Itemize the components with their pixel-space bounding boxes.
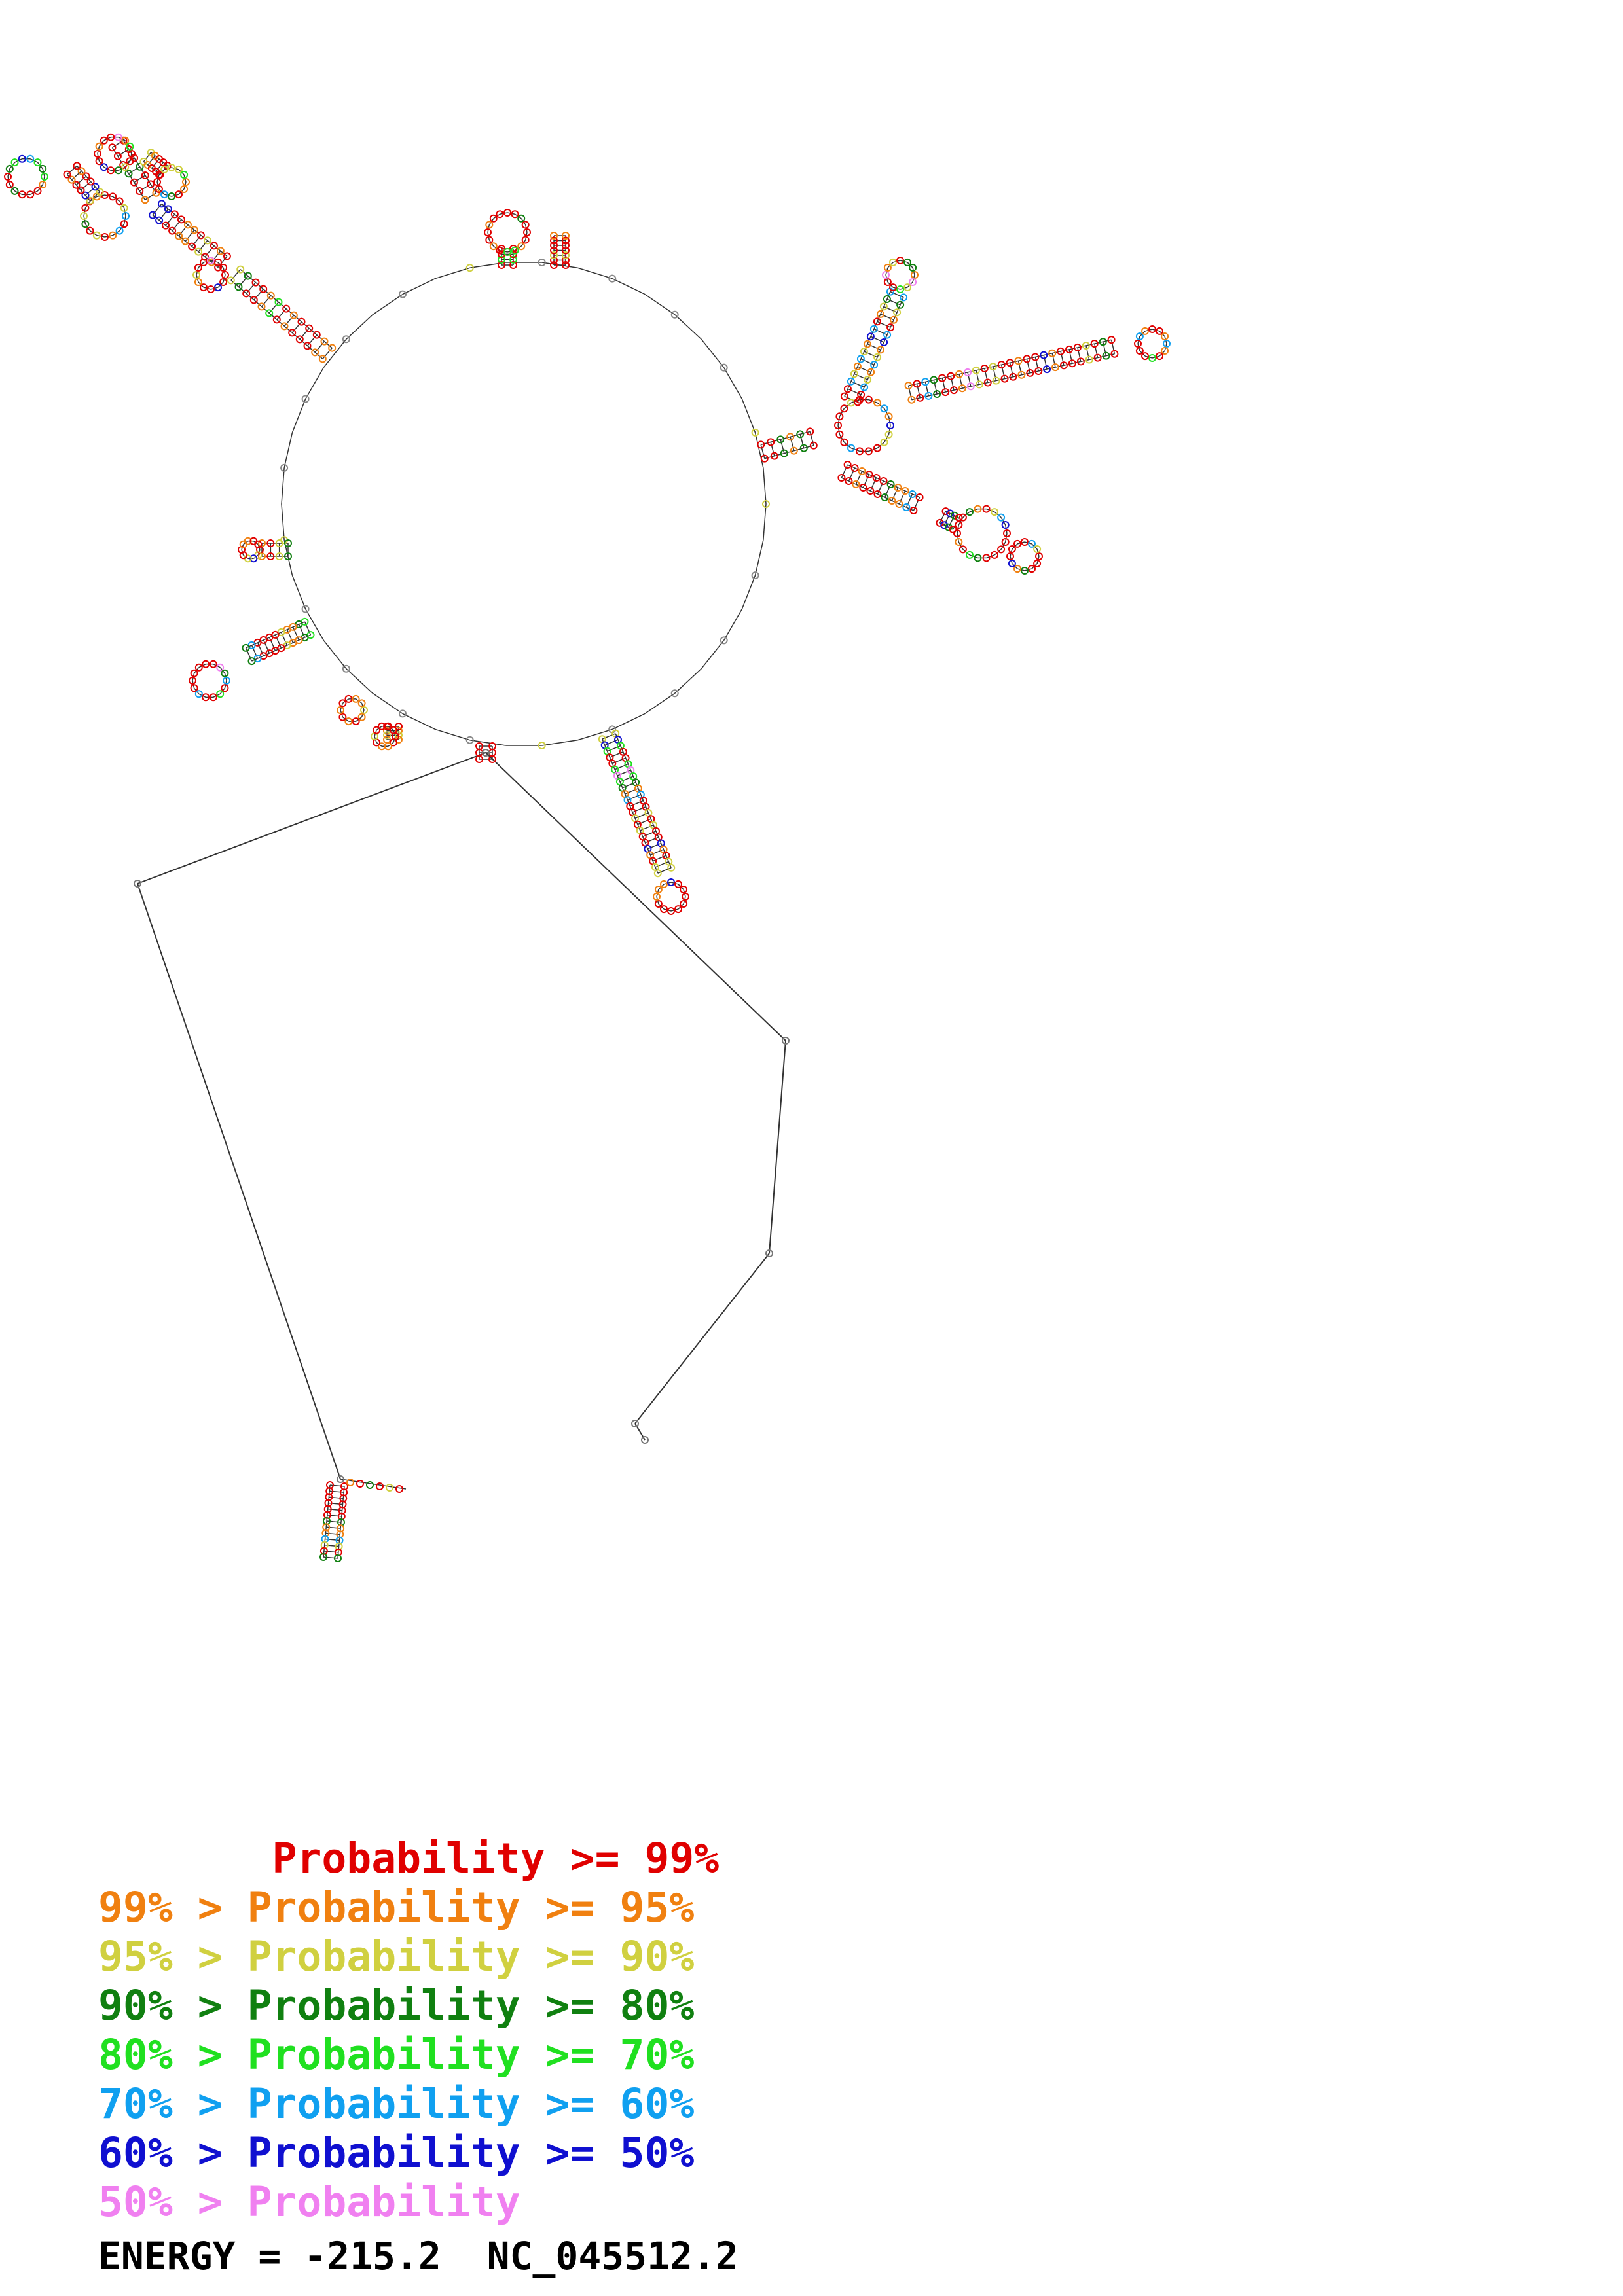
backbone-segment bbox=[8, 177, 10, 185]
backbone-segment bbox=[909, 384, 917, 386]
backbone-segment bbox=[8, 169, 10, 177]
nucleotide bbox=[228, 277, 234, 283]
backbone-segment bbox=[323, 348, 332, 359]
backbone-segment bbox=[324, 1551, 338, 1552]
backbone-segment bbox=[1010, 361, 1019, 363]
backbone-segment bbox=[105, 236, 113, 237]
backbone-segment bbox=[542, 740, 578, 745]
backbone-segment bbox=[675, 315, 702, 340]
backbone-segment bbox=[403, 713, 435, 729]
backbone-segment bbox=[934, 378, 942, 380]
backbone-segment bbox=[246, 283, 255, 294]
backbone-segment bbox=[925, 380, 934, 382]
backbone-segment bbox=[284, 433, 292, 468]
nucleotide bbox=[339, 714, 346, 721]
backbone-segment bbox=[1055, 365, 1064, 367]
backbone-segment bbox=[1044, 353, 1052, 355]
backbone-segment bbox=[285, 315, 294, 327]
backbone-segment bbox=[435, 729, 470, 740]
backbone-segment bbox=[124, 216, 126, 224]
backbone-segment bbox=[148, 156, 155, 165]
backbone-segment bbox=[838, 416, 839, 425]
backbone-segment bbox=[105, 195, 113, 196]
backbone-segment bbox=[435, 268, 470, 278]
backbone-segment bbox=[328, 1509, 342, 1511]
backbone-segment bbox=[1038, 369, 1047, 371]
backbone-segment bbox=[373, 295, 403, 315]
backbone-segment bbox=[635, 1253, 769, 1424]
backbone-segment bbox=[282, 468, 284, 504]
backbone-segment bbox=[137, 884, 340, 1479]
nucleotide bbox=[841, 393, 848, 400]
backbone-segment bbox=[954, 388, 962, 390]
energy-value: ENERGY = -215.2 bbox=[98, 2234, 441, 2278]
backbone-segment bbox=[988, 381, 996, 383]
backbone-segment bbox=[942, 376, 951, 378]
backbone-segment bbox=[675, 669, 702, 694]
backbone-segment bbox=[292, 322, 301, 333]
nucleotide bbox=[224, 253, 230, 259]
backbone-segment bbox=[976, 368, 985, 370]
backbone-segment bbox=[577, 729, 612, 740]
backbone-segment bbox=[81, 181, 90, 190]
backbone-segment bbox=[315, 342, 324, 353]
backbone-segment bbox=[486, 753, 786, 1041]
backbone-segment bbox=[612, 279, 645, 295]
backbone-segment bbox=[889, 416, 890, 425]
nucleotide bbox=[367, 1482, 373, 1488]
backbone-segment bbox=[300, 329, 309, 340]
backbone-segment bbox=[993, 365, 1002, 367]
backbone-segment bbox=[996, 379, 1005, 381]
backbone-segment bbox=[329, 1491, 344, 1492]
backbone-segment bbox=[742, 575, 755, 609]
backbone-segment bbox=[937, 392, 945, 394]
backbone-segment bbox=[1061, 350, 1069, 351]
legend-entry: 70% > Probability >= 60% bbox=[98, 2080, 695, 2128]
backbone-segment bbox=[1052, 351, 1061, 353]
backbone-segment bbox=[239, 276, 248, 287]
rna-backbone bbox=[8, 137, 1167, 1558]
backbone-segment bbox=[43, 177, 45, 185]
backbone-segment bbox=[172, 219, 181, 230]
backbone-segment bbox=[742, 399, 755, 432]
backbone-segment bbox=[327, 1521, 341, 1522]
backbone-segment bbox=[769, 1041, 786, 1253]
nucleotide bbox=[359, 714, 365, 721]
backbone-segment bbox=[326, 1527, 340, 1528]
backbone-segment bbox=[277, 309, 286, 320]
legend-entry: 95% > Probability >= 90% bbox=[98, 1933, 695, 1981]
backbone-segment bbox=[1021, 373, 1030, 375]
backbone-segment bbox=[1078, 346, 1086, 348]
nucleotide bbox=[668, 865, 674, 871]
legend-entry: 99% > Probability >= 95% bbox=[98, 1884, 695, 1931]
backbone-segment bbox=[282, 504, 284, 540]
nucleotide bbox=[319, 355, 326, 362]
backbone-segment bbox=[1072, 361, 1081, 363]
backbone-segment bbox=[724, 368, 742, 399]
backbone-segment bbox=[373, 693, 403, 713]
nucleotide bbox=[386, 1484, 393, 1491]
legend-entry: Probability >= 99% bbox=[98, 1835, 720, 1882]
backbone-segment bbox=[179, 224, 188, 236]
backbone-segment bbox=[968, 370, 976, 372]
backbone-segment bbox=[951, 374, 959, 376]
backbone-segment bbox=[1081, 359, 1089, 361]
backbone-segment bbox=[701, 339, 723, 367]
backbone-segment bbox=[971, 384, 979, 386]
nucleotide bbox=[376, 1483, 383, 1490]
backbone-segment bbox=[84, 216, 85, 224]
legend-entry: 90% > Probability >= 80% bbox=[98, 1982, 695, 2030]
backbone-segment bbox=[763, 468, 766, 504]
backbone-segment bbox=[346, 315, 373, 340]
backbone-segment bbox=[645, 693, 675, 713]
backbone-segment bbox=[957, 533, 958, 542]
nucleotide bbox=[149, 212, 156, 219]
backbone-segment bbox=[985, 367, 993, 368]
backbone-segment bbox=[97, 236, 105, 237]
backbone-segment bbox=[198, 240, 208, 251]
nucleotide bbox=[109, 144, 116, 151]
backbone-segment bbox=[701, 640, 723, 668]
backbone-segment bbox=[84, 208, 85, 216]
backbone-segment bbox=[269, 302, 278, 314]
backbone-segment bbox=[1035, 355, 1044, 357]
backbone-segment bbox=[724, 609, 742, 641]
backbone-segment bbox=[1013, 375, 1021, 377]
backbone-segment bbox=[1064, 363, 1072, 365]
backbone-segment bbox=[763, 504, 766, 540]
backbone-segment bbox=[330, 1485, 344, 1486]
backbone-segment bbox=[325, 1539, 340, 1541]
nucleotide bbox=[243, 645, 249, 651]
backbone-segment bbox=[323, 1557, 338, 1558]
backbone-segment bbox=[884, 408, 889, 416]
nucleotide bbox=[900, 294, 907, 300]
backbone-segment bbox=[911, 398, 920, 400]
backbone-segment bbox=[329, 1497, 343, 1498]
backbone-segment bbox=[1106, 354, 1115, 356]
backbone-segment bbox=[192, 235, 201, 246]
backbone-segment bbox=[327, 1515, 342, 1516]
nucleotide bbox=[357, 1480, 363, 1487]
backbone-segment bbox=[254, 289, 263, 300]
backbone-segment bbox=[1098, 356, 1106, 358]
backbone-segment bbox=[1006, 533, 1007, 542]
backbone-segment bbox=[185, 230, 194, 241]
nucleotide bbox=[838, 475, 845, 481]
backbone-segment bbox=[1047, 367, 1055, 369]
legend-entry: 80% > Probability >= 70% bbox=[98, 2031, 695, 2079]
backbone-segment bbox=[166, 214, 175, 225]
backbone-segment bbox=[1086, 344, 1095, 346]
backbone-segment bbox=[1005, 377, 1013, 379]
backbone-segment bbox=[1089, 358, 1098, 360]
backbone-segment bbox=[756, 540, 763, 575]
backbone-segment bbox=[159, 209, 168, 220]
backbone-segment bbox=[962, 386, 971, 388]
backbone-segment bbox=[205, 245, 214, 257]
backbone-segment bbox=[612, 713, 645, 729]
backbone-segment bbox=[124, 208, 126, 216]
backbone-segment bbox=[1006, 525, 1007, 533]
backbone-segment bbox=[71, 171, 81, 179]
backbone-segment bbox=[884, 435, 889, 442]
nucleotide-markers bbox=[5, 134, 1170, 1562]
backbone-segment bbox=[231, 270, 240, 281]
backbone-segment bbox=[838, 425, 839, 435]
backbone-segment bbox=[928, 394, 937, 396]
backbone-segment bbox=[292, 399, 305, 432]
backbone-segment bbox=[325, 1545, 339, 1547]
backbone-segment bbox=[1095, 342, 1103, 344]
backbone-segment bbox=[1027, 357, 1035, 359]
backbone-segment bbox=[306, 368, 324, 399]
backbone-segment bbox=[137, 753, 486, 884]
sequence-id: NC_045512.2 bbox=[486, 2234, 739, 2278]
backbone-segment bbox=[1069, 348, 1078, 350]
backbone-segment bbox=[76, 176, 86, 185]
backbone-segment bbox=[1002, 363, 1010, 365]
backbone-segment bbox=[323, 640, 346, 668]
energy-and-sequence-label bbox=[98, 2234, 739, 2278]
backbone-segment bbox=[292, 575, 305, 609]
backbone-segment bbox=[889, 425, 890, 435]
backbone-segment bbox=[67, 166, 77, 174]
backbone-segment bbox=[43, 169, 45, 177]
backbone-segment bbox=[1103, 340, 1112, 342]
backbone-segment bbox=[403, 279, 435, 295]
backbone-segment bbox=[325, 1533, 340, 1534]
backbone-segment bbox=[346, 669, 373, 694]
backbone-segment bbox=[959, 372, 968, 374]
backbone-segment bbox=[957, 525, 958, 533]
nucleotide bbox=[359, 700, 365, 706]
nucleotide bbox=[917, 494, 923, 501]
backbone-segment bbox=[917, 382, 925, 384]
backbone-segment bbox=[308, 335, 317, 346]
backbone-segment bbox=[153, 204, 162, 215]
backbone-segment bbox=[470, 740, 506, 745]
backbone-segment bbox=[1030, 371, 1038, 373]
legend-entry: 50% > Probability bbox=[98, 2178, 520, 2226]
backbone-segment bbox=[577, 268, 612, 278]
backbone-segment bbox=[979, 382, 988, 384]
legend-entry: 60% > Probability >= 50% bbox=[98, 2129, 695, 2177]
backbone-segment bbox=[920, 396, 928, 398]
backbone-segment bbox=[262, 296, 271, 307]
nucleotide bbox=[396, 1486, 403, 1492]
backbone-segment bbox=[1018, 359, 1027, 361]
backbone-segment bbox=[329, 1503, 343, 1505]
nucleotide bbox=[339, 700, 346, 706]
backbone-segment bbox=[839, 408, 844, 416]
backbone-segment bbox=[645, 295, 675, 315]
backbone-segment bbox=[839, 435, 844, 442]
backbone-segment bbox=[945, 390, 954, 392]
